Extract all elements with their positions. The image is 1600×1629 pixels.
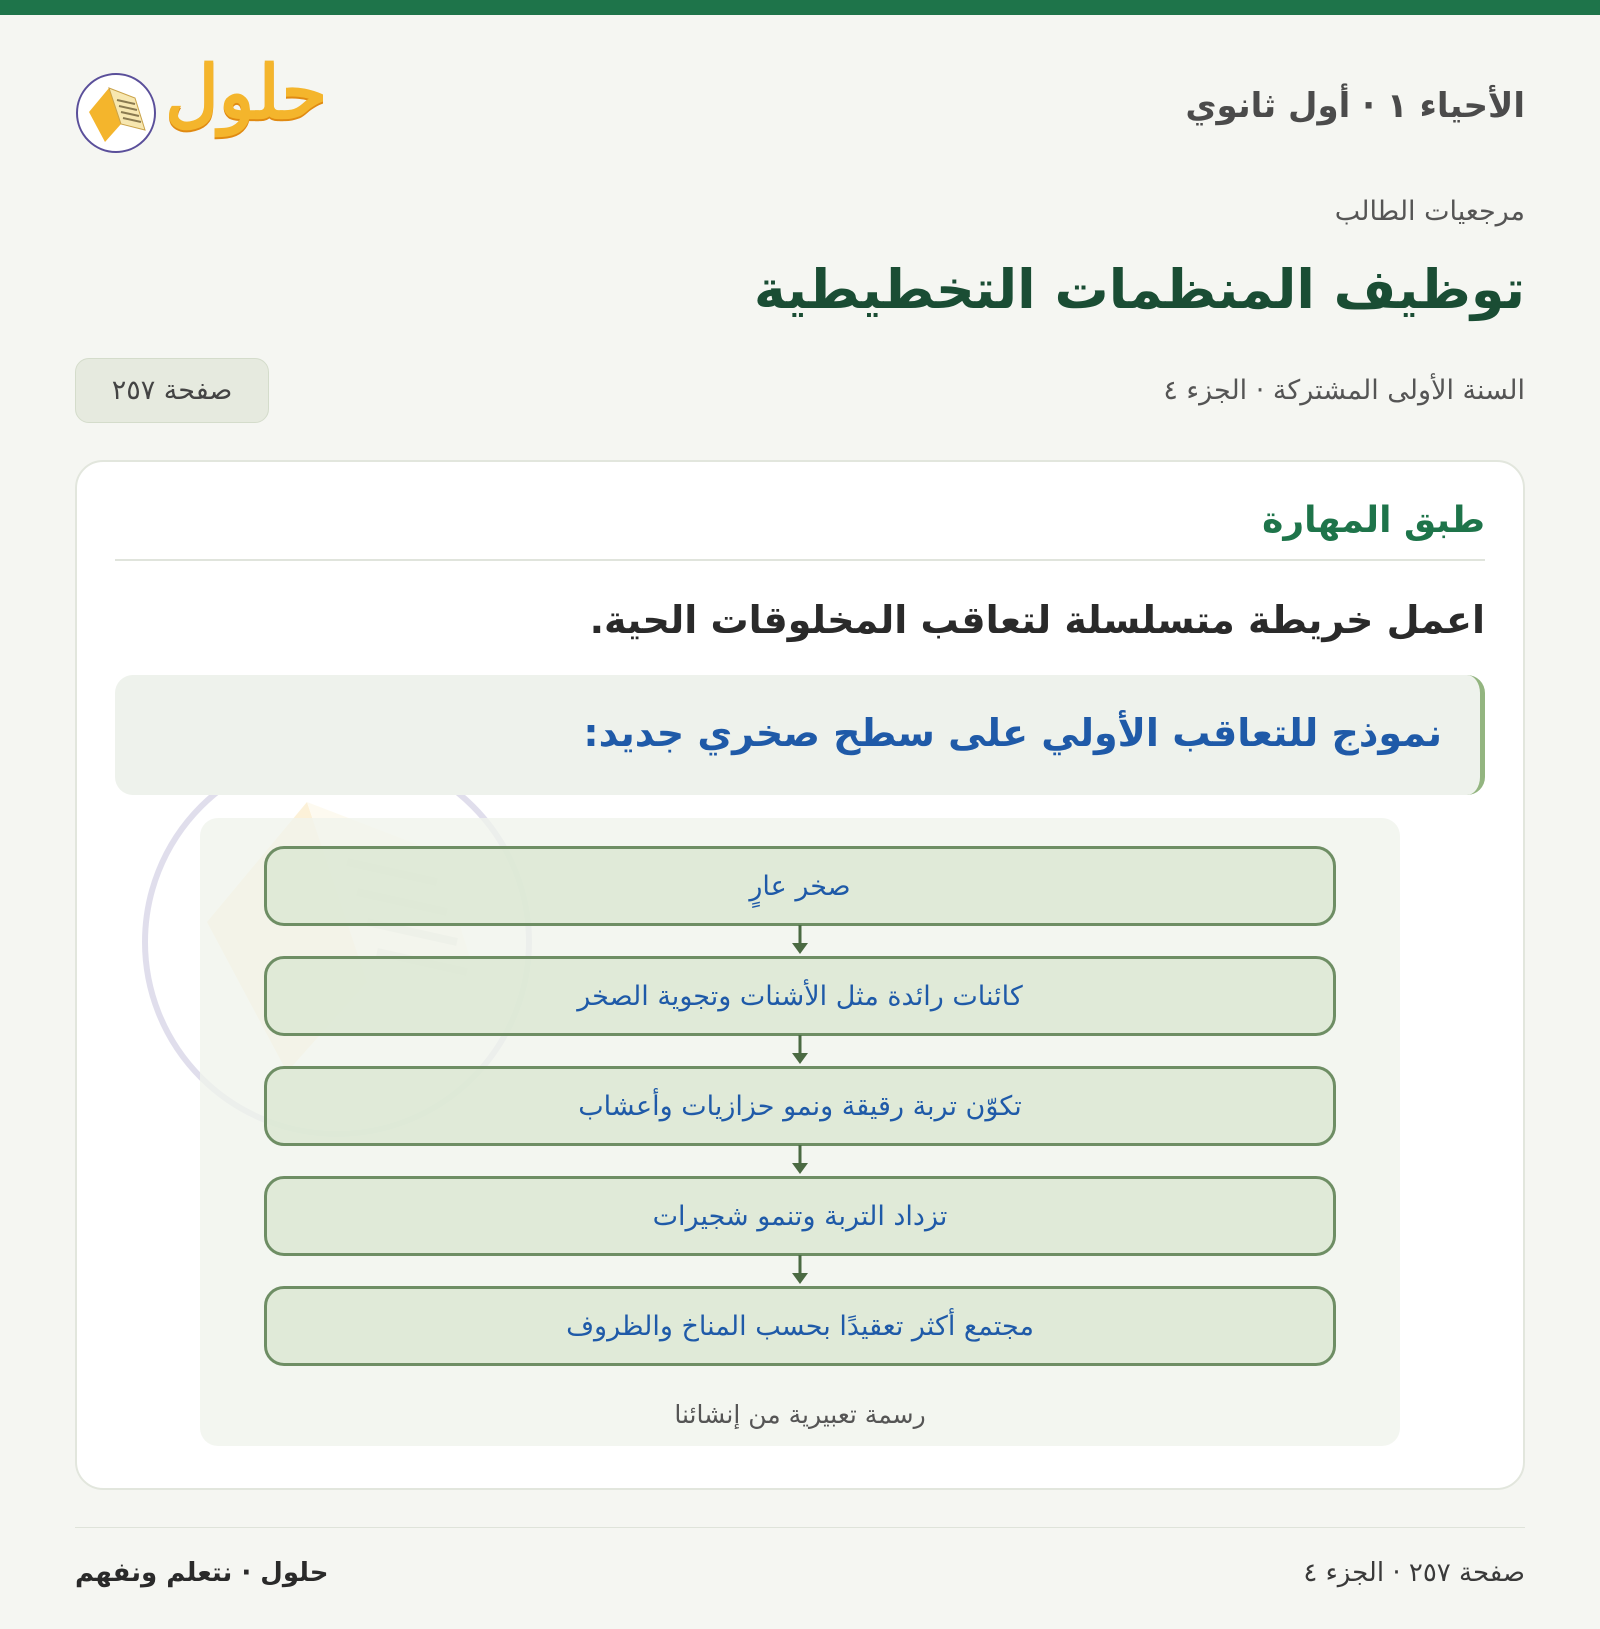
book-meta: السنة الأولى المشتركة · الجزء ٤ [1163,375,1525,406]
logo-wordmark: حلول [165,50,328,136]
chain-step-1: صخر عارٍ [264,846,1336,926]
course-title: الأحياء ١ · أول ثانوي [1185,86,1525,126]
sequence-chain-diagram [200,818,1400,1446]
page-header [75,50,1525,160]
page-title: توظيف المنظمات التخطيطية [753,258,1525,321]
footer-brand: حلول · نتعلم ونفهم [75,1558,329,1588]
diagram-caption: رسمة تعبيرية من إنشائنا [674,1400,926,1429]
section-divider [115,559,1485,561]
top-accent-bar [0,0,1600,15]
down-arrow-icon [791,1145,809,1175]
section-title: طبق المهارة [1262,500,1485,541]
footer-divider [75,1527,1525,1528]
content-card [75,460,1525,1490]
logo[interactable] [75,50,345,160]
breadcrumb[interactable]: مرجعيات الطالب [1334,196,1525,227]
chain-step-5: مجتمع أكثر تعقيدًا بحسب المناخ والظروف [264,1286,1336,1366]
down-arrow-icon [791,1255,809,1285]
answer-box [115,675,1485,795]
down-arrow-icon [791,925,809,955]
chain-step-2: كائنات رائدة مثل الأشنات وتجوية الصخر [264,956,1336,1036]
answer-heading: نموذج للتعاقب الأولي على سطح صخري جديد: [583,711,1442,755]
footer-page-info: صفحة ٢٥٧ · الجزء ٤ [1303,1558,1525,1588]
question-text: اعمل خريطة متسلسلة لتعاقب المخلوقات الحية. [589,598,1485,642]
page-number-badge: صفحة ٢٥٧ [75,358,269,423]
book-icon [75,72,157,154]
down-arrow-icon [791,1035,809,1065]
chain-step-4: تزداد التربة وتنمو شجيرات [264,1176,1336,1256]
chain-step-3: تكوّن تربة رقيقة ونمو حزازيات وأعشاب [264,1066,1336,1146]
